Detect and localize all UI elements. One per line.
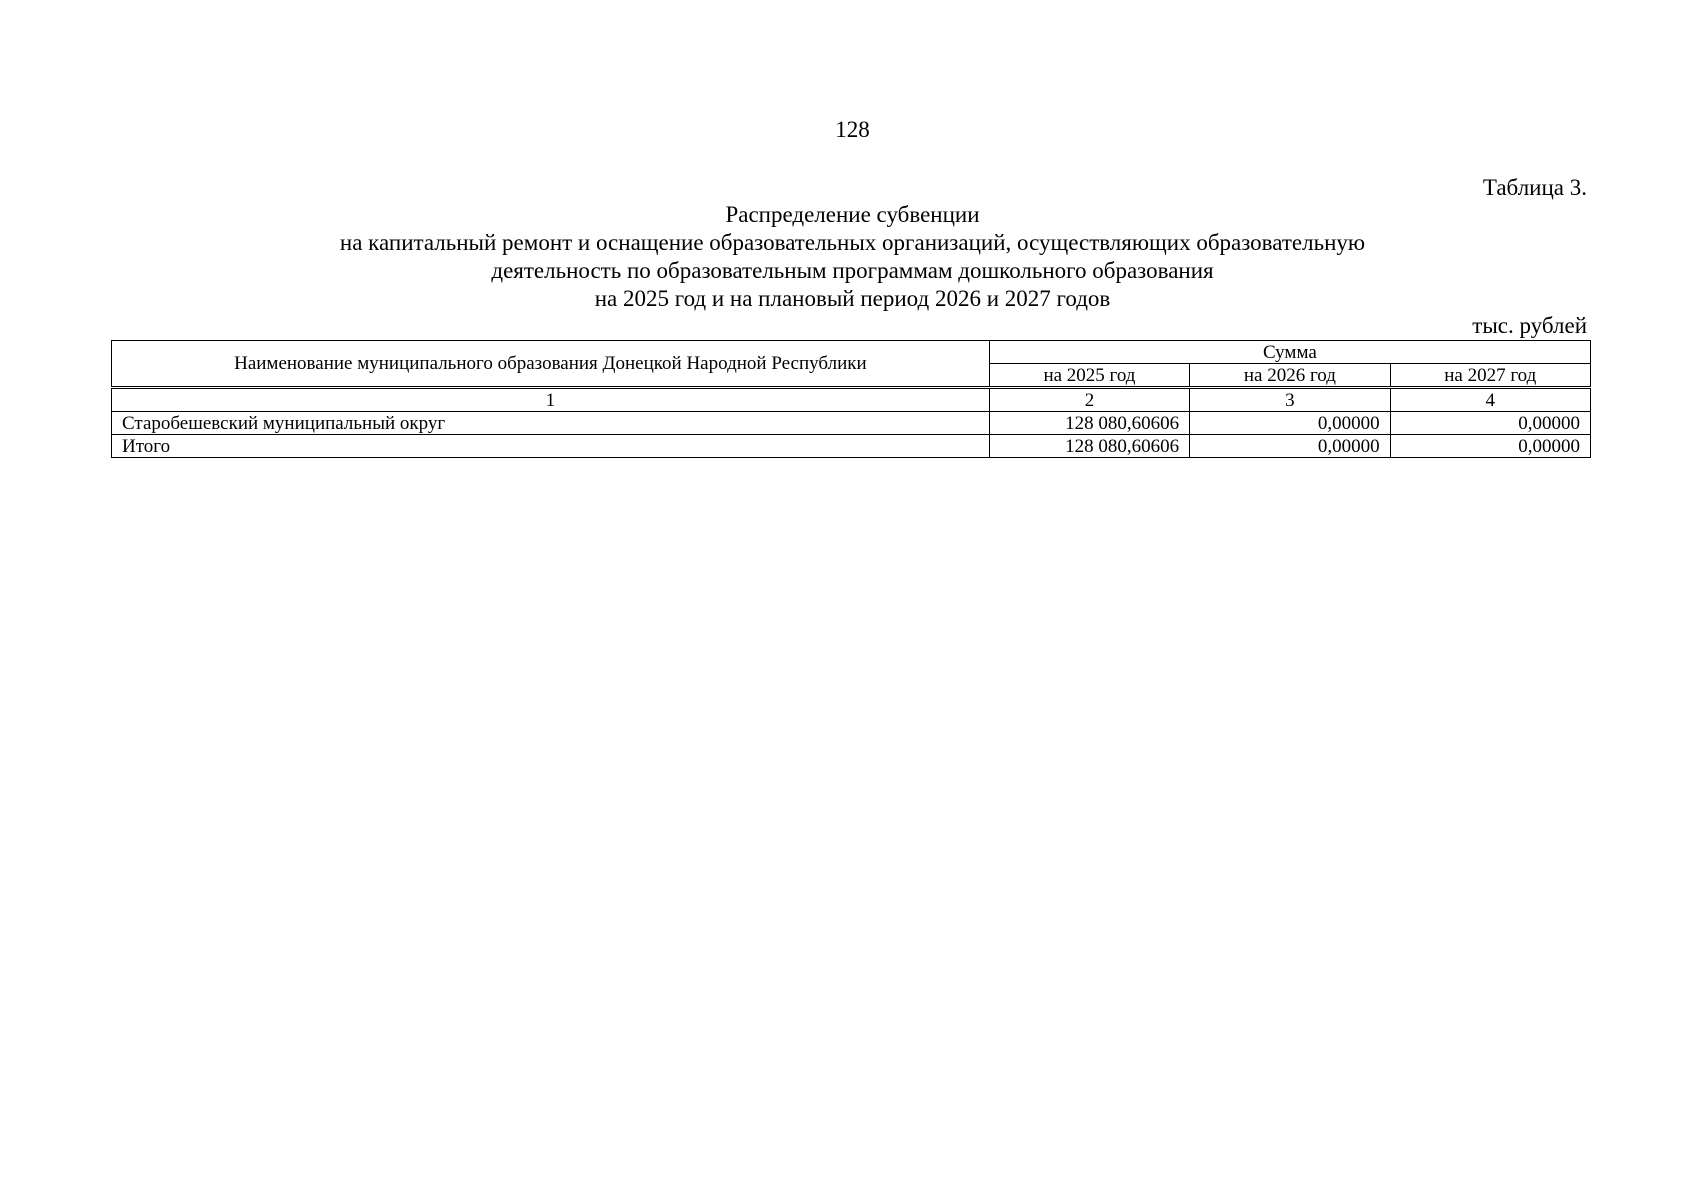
table-row — [112, 412, 1591, 435]
column-numbers-row — [112, 388, 1591, 412]
subvention-table — [111, 340, 1591, 458]
document-title — [0, 201, 1697, 313]
column-number: 4 — [1390, 388, 1590, 412]
row-value: 0,00000 — [1190, 435, 1390, 458]
table-label: Таблица 3. — [1482, 175, 1587, 200]
header-row — [112, 341, 1591, 364]
row-value: 0,00000 — [1390, 435, 1590, 458]
header-year: на 2026 год — [1190, 364, 1390, 388]
page-number: 128 — [835, 117, 870, 142]
units-label: тыс. рублей — [1472, 313, 1587, 338]
table-row-total — [112, 435, 1591, 458]
row-value: 0,00000 — [1190, 412, 1390, 435]
header-year: на 2027 год — [1390, 364, 1590, 388]
title-line: деятельность по образовательным программам дошкольного образования — [491, 258, 1214, 283]
row-name: Старобешевский муниципальный округ — [112, 412, 990, 435]
row-value: 128 080,60606 — [989, 412, 1189, 435]
title-line: Распределение субвенции — [725, 202, 980, 227]
column-number: 3 — [1190, 388, 1390, 412]
column-number: 2 — [989, 388, 1189, 412]
title-line: на капитальный ремонт и оснащение образовательных организаций, осуществляющих образовательную — [339, 230, 1366, 255]
title-line: на 2025 год и на плановый период 2026 и 2027 годов — [594, 286, 1111, 311]
header-year: на 2025 год — [989, 364, 1189, 388]
row-value: 0,00000 — [1390, 412, 1590, 435]
row-name: Итого — [112, 435, 990, 458]
row-value: 128 080,60606 — [989, 435, 1189, 458]
column-number: 1 — [112, 388, 990, 412]
header-sum: Сумма — [989, 341, 1590, 364]
header-name: Наименование муниципального образования Донецкой Народной Республики — [112, 341, 990, 388]
